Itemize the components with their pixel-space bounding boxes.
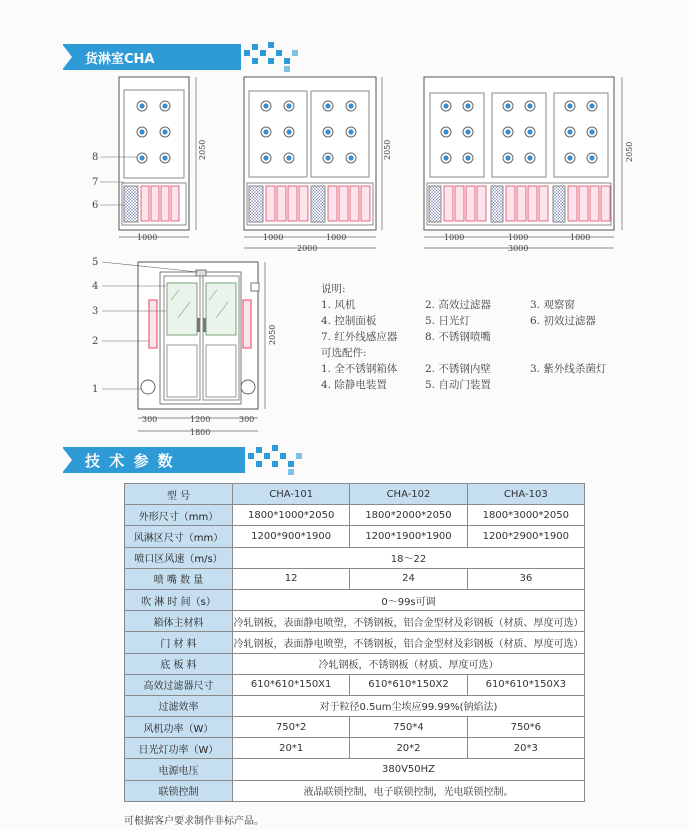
callout-1: 1 — [92, 384, 99, 395]
legend-item: 3. 观察窗 — [530, 299, 575, 311]
row-value: 1800*3000*2050 — [467, 505, 584, 526]
pixel-decoration-2 — [248, 443, 304, 477]
row-label: 过滤效率 — [125, 695, 233, 716]
option-item: 4. 除静电装置 — [321, 379, 387, 391]
table-row — [125, 759, 585, 780]
unit1-width-label: 1000 — [137, 233, 158, 242]
option-item: 2. 不锈钢内壁 — [425, 363, 491, 375]
legend-item: 7. 红外线感应器 — [321, 331, 398, 343]
row-label: 箱体主材料 — [125, 611, 233, 632]
unit-drawing-2 — [244, 77, 382, 248]
row-value: 1200*1900*1900 — [350, 526, 467, 547]
legend-item: 6. 初效过滤器 — [530, 315, 596, 327]
row-value-span: 液晶联锁控制，电子联锁控制，光电联锁控制。 — [233, 780, 585, 801]
legend-item: 4. 控制面板 — [321, 315, 377, 327]
row-value: 1200*2900*1900 — [467, 526, 584, 547]
row-label: 电源电压 — [125, 759, 233, 780]
row-value-span: 冷轧钢板，表面静电喷塑，不锈钢板，铝合金型材及彩钢板（材质、厚度可选） — [233, 632, 585, 653]
row-label: 风淋区尺寸（mm） — [125, 526, 233, 547]
table-row — [125, 589, 585, 610]
unit1-height-label: 2050 — [198, 139, 207, 160]
front-width-mid: 1200 — [190, 415, 211, 424]
callout-5: 5 — [92, 257, 99, 268]
table-row — [125, 526, 585, 547]
row-label: 日光灯功率（W） — [125, 738, 233, 759]
section-title-specs: 技 术 参 数 — [85, 451, 175, 470]
unit3-width-c: 1000 — [570, 233, 591, 242]
table-row — [125, 717, 585, 738]
front-width-right: 300 — [239, 415, 255, 424]
unit3-width-a: 1000 — [444, 233, 465, 242]
table-row — [125, 780, 585, 801]
unit3-width-b: 1000 — [508, 233, 529, 242]
options-title: 可选配件: — [321, 347, 367, 359]
table-row — [125, 568, 585, 589]
front-height-label: 2050 — [268, 324, 277, 345]
column-header-model: CHA-103 — [467, 484, 584, 505]
table-row — [125, 738, 585, 759]
row-value: 610*610*150X2 — [350, 674, 467, 695]
row-label: 喷 嘴 数 量 — [125, 568, 233, 589]
row-value: 610*610*150X3 — [467, 674, 584, 695]
table-row — [125, 505, 585, 526]
row-value: 24 — [350, 568, 467, 589]
table-row — [125, 611, 585, 632]
legend-item: 5. 日光灯 — [425, 315, 470, 327]
header-notch — [62, 447, 72, 473]
row-label: 门 材 料 — [125, 632, 233, 653]
front-total-width: 1800 — [190, 428, 211, 437]
table-row — [125, 695, 585, 716]
row-value-span: 18～22 — [233, 547, 585, 568]
column-header-model: CHA-102 — [350, 484, 467, 505]
callout-2: 2 — [92, 336, 99, 347]
row-value-span: 冷轧钢板，表面静电喷塑，不锈钢板，铝合金型材及彩钢板（材质、厚度可选） — [233, 611, 585, 632]
row-value: 750*6 — [467, 717, 584, 738]
row-label: 高效过滤器尺寸 — [125, 674, 233, 695]
row-label: 外形尺寸（mm） — [125, 505, 233, 526]
legend-item: 1. 风机 — [321, 299, 356, 311]
legend-title: 说明: — [321, 283, 346, 295]
row-value: 20*3 — [467, 738, 584, 759]
section-title-model: 货淋室CHA — [85, 51, 155, 67]
row-value-span: 380V50HZ — [233, 759, 585, 780]
row-value: 36 — [467, 568, 584, 589]
unit2-height-label: 2050 — [383, 139, 392, 160]
row-value: 750*2 — [233, 717, 350, 738]
row-value: 1200*900*1900 — [233, 526, 350, 547]
table-row — [125, 632, 585, 653]
unit2-total-width: 2000 — [297, 244, 318, 253]
row-value-span: 对于粒径0.5um尘埃应99.99%(钠焰法) — [233, 695, 585, 716]
callout-3: 3 — [92, 306, 99, 317]
unit3-height-label: 2050 — [625, 141, 634, 162]
callout-6: 6 — [92, 200, 99, 211]
front-width-left: 300 — [142, 415, 158, 424]
table-header-row — [125, 484, 585, 505]
row-label: 底 板 料 — [125, 653, 233, 674]
table-row — [125, 674, 585, 695]
option-item: 3. 紫外线杀菌灯 — [530, 363, 607, 375]
callout-4: 4 — [92, 281, 99, 292]
table-row — [125, 547, 585, 568]
unit-drawing-3 — [424, 77, 622, 248]
legend-item: 2. 高效过滤器 — [425, 299, 491, 311]
row-value: 12 — [233, 568, 350, 589]
front-view-drawing — [138, 262, 265, 431]
row-label: 吹 淋 时 间（s） — [125, 589, 233, 610]
row-label: 喷口区风速（m/s） — [125, 547, 233, 568]
unit2-width-a: 1000 — [263, 233, 284, 242]
unit3-total-width: 3000 — [508, 244, 529, 253]
spec-table — [124, 483, 585, 802]
row-label: 联锁控制 — [125, 780, 233, 801]
callout-8: 8 — [92, 152, 99, 163]
option-item: 5. 自动门装置 — [425, 379, 491, 391]
row-label: 风机功率（W） — [125, 717, 233, 738]
unit2-width-b: 1000 — [326, 233, 347, 242]
option-item: 1. 全不锈钢箱体 — [321, 363, 398, 375]
row-value: 20*2 — [350, 738, 467, 759]
row-value: 1800*2000*2050 — [350, 505, 467, 526]
column-header-label: 型 号 — [125, 484, 233, 505]
row-value: 750*4 — [350, 717, 467, 738]
table-row — [125, 653, 585, 674]
row-value-span: 0～99s可调 — [233, 589, 585, 610]
row-value: 20*1 — [233, 738, 350, 759]
callout-7: 7 — [92, 177, 99, 188]
row-value: 1800*1000*2050 — [233, 505, 350, 526]
legend-item: 8. 不锈钢喷嘴 — [425, 331, 491, 343]
row-value-span: 冷轧钢板，不锈钢板（材质、厚度可选） — [233, 653, 585, 674]
footnote: 可根据客户要求制作非标产品。 — [124, 816, 264, 827]
row-value: 610*610*150X1 — [233, 674, 350, 695]
column-header-model: CHA-101 — [233, 484, 350, 505]
section-header-specs — [63, 447, 245, 473]
